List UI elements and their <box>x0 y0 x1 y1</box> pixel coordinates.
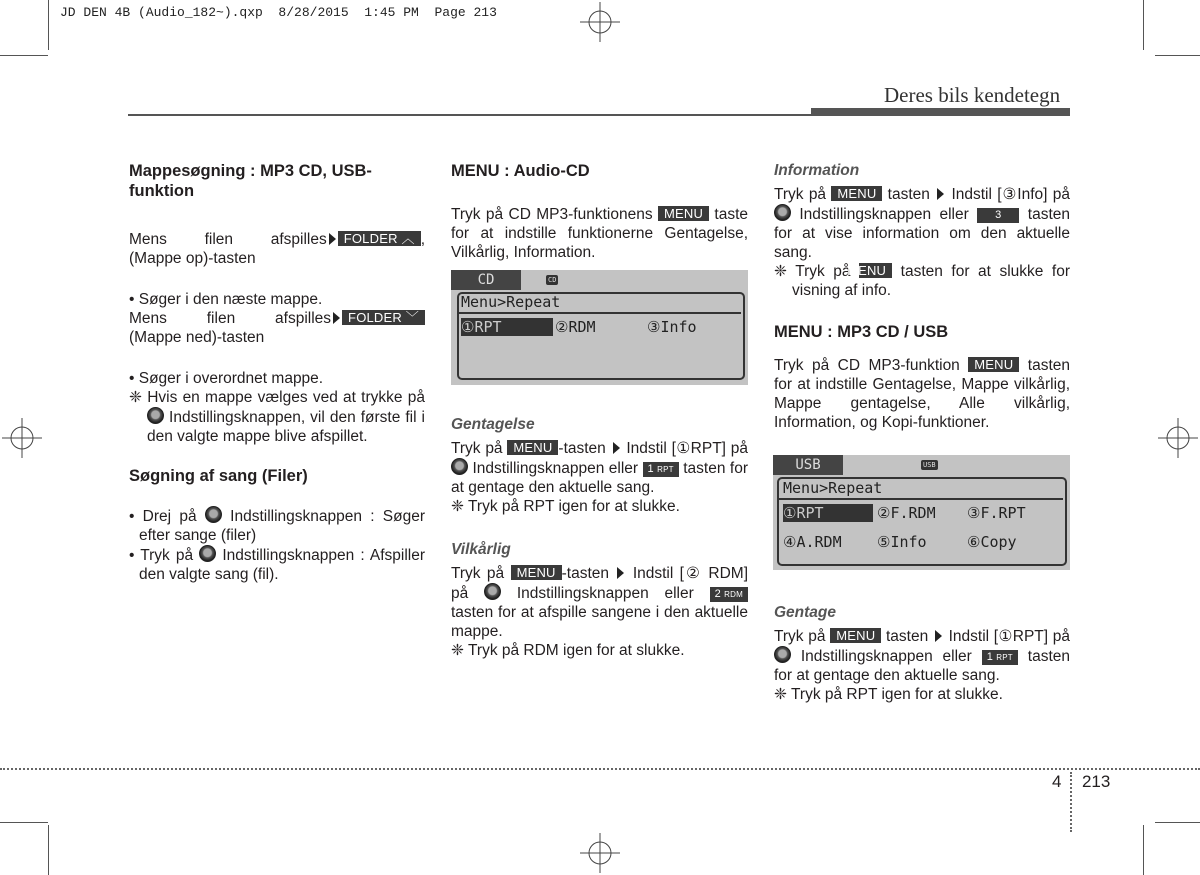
bullet-press-knob: • Tryk på Indstillingsknappen : Afspiller den valgte sang (fil). <box>129 547 425 583</box>
paragraph-folder-down: Mens filen afspilles FOLDER ﹀ <box>129 309 425 328</box>
chapter-number: 4 <box>1052 772 1062 791</box>
paragraph-folder-up-label: (Mappe op)-tasten <box>129 250 256 267</box>
folder-down-button: FOLDER ﹀ <box>342 310 425 325</box>
menu-button: MENU <box>968 357 1019 372</box>
paragraph-repeat: Tryk på MENU -tasten Indstil [①RPT] på Indstillingsknappen eller 1 RPT tasten for at gentage den aktuelle sang. <box>451 440 748 496</box>
registration-mark-top <box>580 2 620 42</box>
paragraph-folder-down-label: (Mappe ned)-tasten <box>129 329 265 346</box>
lcd-screen-cd <box>451 270 748 385</box>
rdm-button: 2 RDM <box>710 587 748 602</box>
menu-button: MENU <box>831 186 882 201</box>
lcd-option-info: ③Info <box>647 318 697 336</box>
column-2-lower <box>451 415 748 660</box>
note-random-off: ❈ Tryk på RDM igen for at slukke. <box>451 642 685 659</box>
note-repeat-off: ❈ Tryk på RPT igen for at slukke. <box>774 686 1003 703</box>
play-arrow-icon <box>935 630 942 642</box>
lcd-option-rdm: ②RDM <box>555 318 596 336</box>
tune-knob-icon <box>484 583 501 600</box>
paragraph-repeat: Tryk på MENU tasten Indstil [①RPT] på Indstillingsknappen eller 1 RPT tasten for at gentage den aktuelle sang. <box>774 628 1071 684</box>
tune-knob-icon <box>451 458 468 475</box>
crop-mark <box>1143 825 1144 875</box>
bullet-next-folder: • Søger i den næste mappe. <box>129 291 323 308</box>
heading-menu-mp3-usb: MENU : MP3 CD / USB <box>774 323 949 341</box>
lcd-option-copy: ⑥Copy <box>967 533 1017 551</box>
usb-badge-icon: USB <box>923 461 936 469</box>
header-rule <box>128 114 1068 116</box>
play-arrow-icon <box>613 442 620 454</box>
play-arrow-icon <box>333 312 340 324</box>
subheading-random: Vilkårlig <box>451 541 511 558</box>
heading-menu-audio-cd: MENU : Audio-CD <box>451 162 590 180</box>
play-arrow-icon <box>937 188 944 200</box>
tune-knob-icon <box>199 545 216 562</box>
lcd-menu-title: Menu>Repeat <box>461 293 561 311</box>
print-header: JD DEN 4B (Audio_182~).qxp 8/28/2015 1:45 PM Page 213 <box>60 5 497 20</box>
lcd-option-info: ⑤Info <box>877 533 927 551</box>
lcd-screen-usb <box>773 455 1070 570</box>
section-title: Deres bils kendetegn <box>884 83 1061 107</box>
menu-button: MENU <box>859 263 892 278</box>
folder-up-button: FOLDER ︿ <box>338 231 421 246</box>
crop-mark <box>1155 822 1200 823</box>
crop-mark <box>48 825 49 875</box>
page-number <box>1052 772 1110 832</box>
paragraph-random: Tryk på MENU -tasten Indstil [② RDM] på Indstillingsknappen eller 2 RDM tasten for at afspille sangene i den aktuelle mappe. <box>451 565 749 640</box>
menu-button: MENU <box>830 628 881 643</box>
menu-button: MENU <box>511 565 562 580</box>
rpt-button: 1 RPT <box>643 462 679 477</box>
registration-mark-bottom <box>580 833 620 873</box>
column-2 <box>451 161 748 262</box>
lcd-tab-usb: USB <box>773 455 843 475</box>
tune-knob-icon <box>774 204 791 221</box>
crop-mark <box>0 822 48 823</box>
crop-mark <box>1155 55 1200 56</box>
menu-button: MENU <box>658 206 709 221</box>
cd-badge-icon: CD <box>548 276 557 284</box>
tune-knob-icon <box>774 646 791 663</box>
subheading-repeat: Gentagelse <box>451 416 535 433</box>
lcd-option-rpt: ①RPT <box>783 504 873 522</box>
page-number-value: 213 <box>1081 772 1111 791</box>
lcd-option-rpt: ①RPT <box>461 318 553 336</box>
crop-mark <box>0 55 48 56</box>
lcd-title-underline <box>459 312 741 314</box>
note-info-off: ❈ Tryk på MENU tasten for at slukke for visning af info. <box>774 263 1070 299</box>
registration-mark-right <box>1158 418 1198 458</box>
heading-folder-search: Mappesøgning : MP3 CD, USB- funktion <box>129 162 372 200</box>
subheading-information: Information <box>774 162 860 179</box>
lcd-menu-title: Menu>Repeat <box>783 479 883 497</box>
lcd-option-frdm: ②F.RDM <box>877 504 936 522</box>
subheading-repeat: Gentage <box>774 604 837 621</box>
page-divider <box>1070 772 1073 832</box>
lcd-option-frpt: ③F.RPT <box>967 504 1026 522</box>
footer-dotted-rule <box>0 768 1200 770</box>
bullet-turn-knob: • Drej på Indstillingsknappen : Søger efter sange (filer) <box>129 508 426 544</box>
lcd-option-ardm: ④A.RDM <box>783 533 842 551</box>
tune-knob-icon <box>147 407 164 424</box>
note-repeat-off: ❈ Tryk på RPT igen for at slukke. <box>451 498 680 515</box>
paragraph-folder-up: Mens filen afspilles FOLDER ︿ , <box>129 231 425 248</box>
play-arrow-icon <box>329 233 336 245</box>
lcd-title-underline <box>779 498 1063 500</box>
column-1 <box>129 161 425 584</box>
tune-knob-icon <box>205 506 222 523</box>
bullet-parent-folder: • Søger i overordnet mappe. <box>129 370 324 387</box>
lcd-tab-cd: CD <box>451 270 521 290</box>
registration-mark-left <box>2 418 42 458</box>
note-folder-select: ❈ Hvis en mappe vælges ved at trykke på Indstillingsknappen, vil den første fil i den valgte mappe blive afspillet. <box>129 389 425 445</box>
paragraph-mp3-usb-intro: Tryk på CD MP3-funktion MENU tasten for at indstille Gentagelse, Mappe vilkårlig, Mappe gentagelse, Alle vilkårlig, Information, og Kopi-funktioner. <box>774 357 1070 431</box>
menu-button: MENU <box>507 440 558 455</box>
paragraph-information: Tryk på MENU tasten Indstil [③Info] på Indstillingsknappen eller 3 tasten for at vise information om den aktuelle sang. <box>774 186 1070 261</box>
crop-mark <box>48 0 49 50</box>
crop-mark <box>1143 0 1144 50</box>
heading-song-search: Søgning af sang (Filer) <box>129 467 308 485</box>
column-3-lower <box>774 603 1070 704</box>
info-button: 3 <box>977 208 1019 223</box>
paragraph-menu-intro: Tryk på CD MP3-funktionens MENU taste for at indstille funktionerne Gentagelse, Vilkårlig, Information. <box>451 206 749 261</box>
play-arrow-icon <box>617 567 624 579</box>
rpt-button: 1 RPT <box>982 650 1018 665</box>
column-3 <box>774 161 1070 432</box>
